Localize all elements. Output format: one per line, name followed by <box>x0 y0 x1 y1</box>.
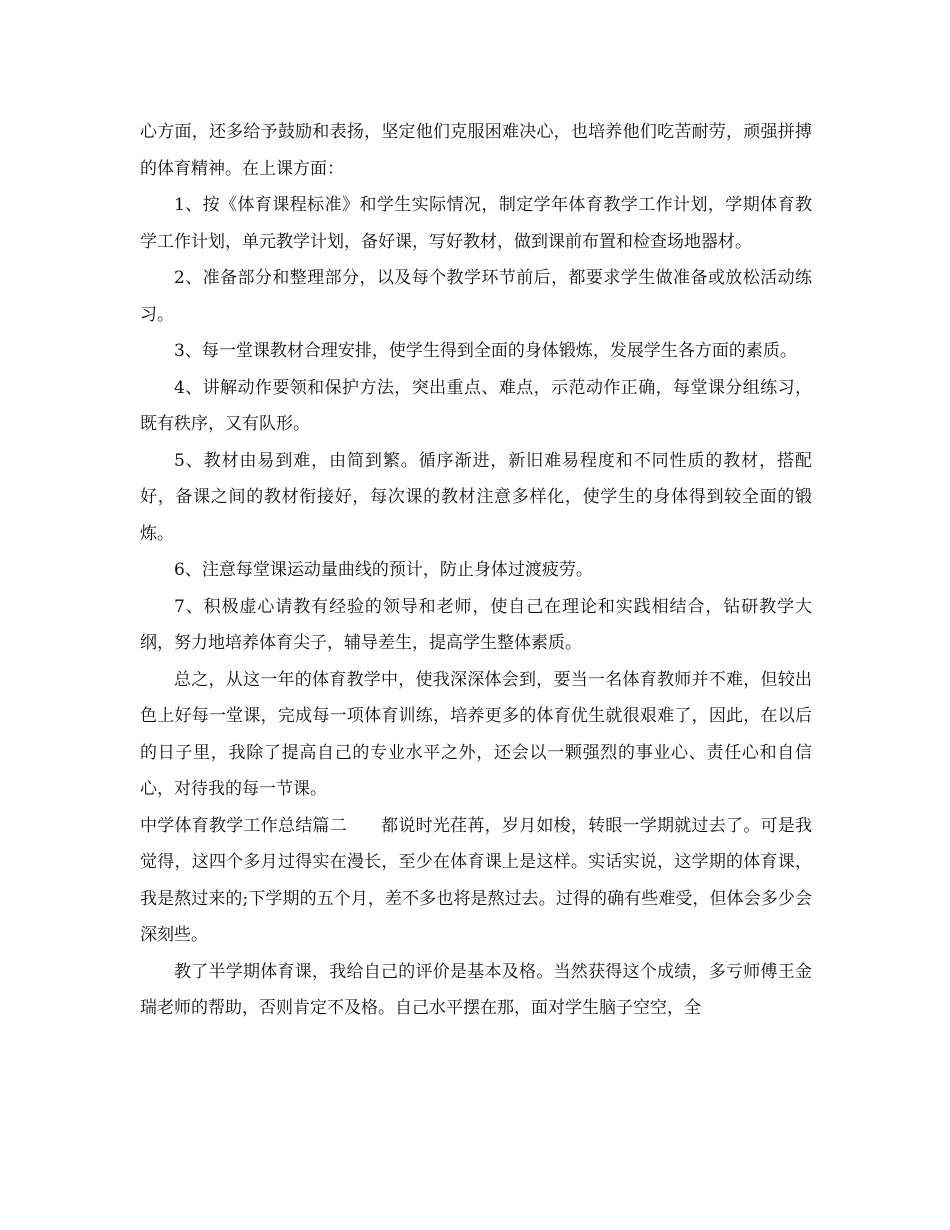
list-item-3: 3、每一堂课教材合理安排，使学生得到全面的身体锻炼，发展学生各方面的素质。 <box>174 341 797 361</box>
list-item-6: 6、注意每堂课运动量曲线的预计，防止身体过渡疲劳。 <box>174 560 593 580</box>
list-item-4: 4、讲解动作要领和保护方法，突出重点、难点，示范动作正确，每堂课分组练习，既有秩序，又有队形。 <box>140 377 812 434</box>
summary-paragraph: 总之，从这一年的体育教学中，使我深深体会到，要当一名体育教师并不难，但较出色上好每一堂课，完成每一项体育训练，培养更多的体育优生就很艰难了，因此，在以后的日子里，我除了提高自己的专业水平之外，还会以一颗强烈的事业心、责任心和自信心，对待我的每一节课。 <box>140 669 812 799</box>
paragraph-continuation: 心方面，还多给予鼓励和表扬，坚定他们克服困难决心，也培养他们吃苦耐劳，顽强拼搏的体育精神。在上课方面： <box>140 122 812 179</box>
list-item-5: 5、教材由易到难，由简到繁。循序渐进，新旧难易程度和不同性质的教材，搭配好，备课之间的教材衔接好，每次课的教材注意多样化，使学生的身体得到较全面的锻炼。 <box>140 450 812 544</box>
section-two-text: 都说时光荏苒，岁月如梭，转眼一学期就过去了。可是我觉得，这四个多月过得实在漫长，至少在体育课上是这样。实话实说，这学期的体育课，我是熬过来的;下学期的五个月，差不多也将是熬过去。过得的确有些难受，但体会多少会深刻些。 <box>140 815 813 945</box>
section-two-paragraph <box>140 808 812 954</box>
list-item-7: 7、积极虚心请教有经验的领导和老师，使自己在理论和实践相结合，钻研教学大纲，努力地培养体育尖子，辅导差生，提高学生整体素质。 <box>140 596 812 653</box>
final-paragraph: 教了半学期体育课，我给自己的评价是基本及格。当然获得这个成绩，多亏师傅王金瑞老师的帮助，否则肯定不及格。自己水平摆在那，面对学生脑子空空，全 <box>140 961 812 1018</box>
document-page <box>140 114 812 1027</box>
section-heading: 中学体育教学工作总结篇二 <box>140 815 347 836</box>
list-item-1: 1、按《体育课程标准》和学生实际情况，制定学年体育教学工作计划，学期体育教学工作计划，单元教学计划，备好课，写好教材，做到课前布置和检查场地器材。 <box>140 195 812 252</box>
list-item-2: 2、准备部分和整理部分，以及每个教学环节前后，都要求学生做准备或放松活动练习。 <box>140 268 812 325</box>
